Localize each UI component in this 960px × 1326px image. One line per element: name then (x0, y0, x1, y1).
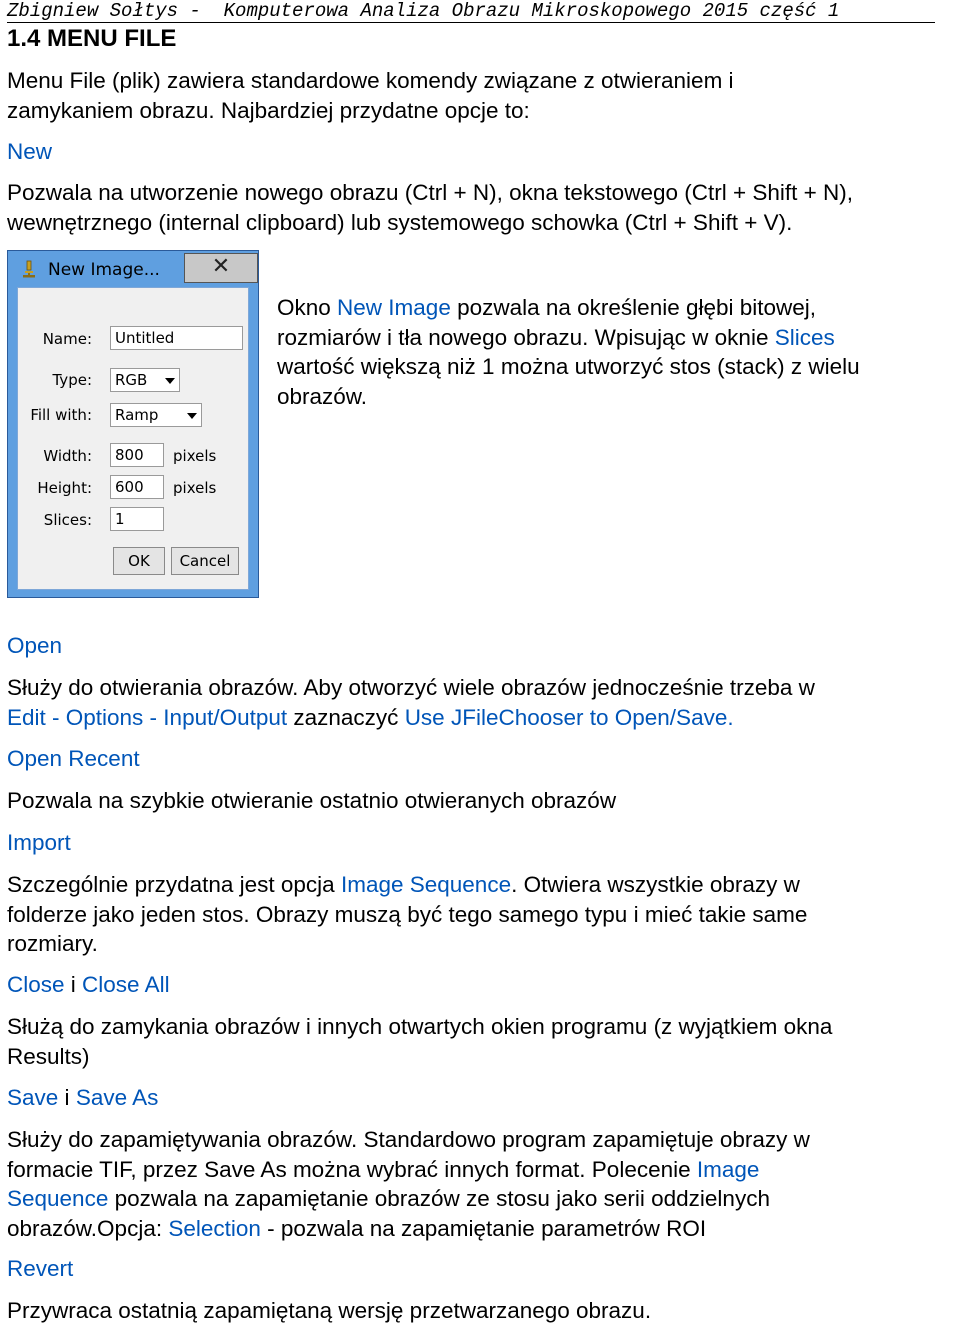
open-description: Służy do otwierania obrazów. Aby otworzyć wiele obrazów jednocześnie trzeba w Edit - Options - Input/Output zaznaczyć Use JFileChooser to Open/Save. (7, 675, 815, 730)
microscope-icon (22, 260, 36, 278)
intro-paragraph: Menu File (plik) zawiera standardowe komendy związane z otwieraniem i zamykaniem obrazu. Najbardziej przydatne opcje to: (7, 68, 734, 123)
open-recent-description: Pozwala na szybkie otwieranie ostatnio otwieranych obrazów (7, 788, 617, 813)
dialog-note: Okno New Image pozwala na określenie głębi bitowej, rozmiarów i tła nowego obrazu. Wpisując w oknie Slices wartość większą niż 1 można utworzyć stos (stack) z wielu obrazów. (277, 295, 860, 409)
width-unit: pixels (173, 447, 217, 465)
type-value: RGB (115, 371, 148, 389)
new-description: Pozwala na utworzenie nowego obrazu (Ctrl + N), okna tekstowego (Ctrl + Shift + N), wewnętrznego (internal clipboard) lub systemowego schowka (Ctrl + Shift + V). (7, 180, 854, 235)
height-unit: pixels (173, 479, 217, 497)
fill-value: Ramp (115, 406, 159, 424)
close-button[interactable]: ✕ (184, 253, 258, 283)
ok-button[interactable]: OK (113, 547, 165, 575)
open-heading: Open (7, 633, 63, 658)
name-label: Name: (42, 330, 92, 348)
cancel-button[interactable]: Cancel (171, 547, 239, 575)
type-label: Type: (52, 371, 92, 389)
name-field[interactable]: Untitled (110, 326, 243, 350)
new-heading: New (7, 139, 53, 164)
save-description: Służy do zapamiętywania obrazów. Standardowo program zapamiętuje obrazy w formacie TIF, przez Save As można wybrać innych format. Polecenie Image Sequence pozwala na zapamiętanie obrazów ze stosu jako serii oddzielnych obrazów.Opcja: Selection - pozwala na zapamiętanie parametrów ROI (7, 1127, 810, 1241)
import-description: Szczególnie przydatna jest opcja Image Sequence. Otwiera wszystkie obrazy w folderze jako jeden stos. Obrazy muszą być tego samego typu i mieć takie same rozmiary. (7, 872, 808, 956)
slices-field[interactable]: 1 (110, 507, 164, 531)
section-title: 1.4 MENU FILE (7, 25, 177, 52)
type-select[interactable] (110, 368, 180, 392)
dialog-title: New Image... (48, 260, 160, 280)
width-field[interactable]: 800 (110, 443, 164, 467)
height-field[interactable]: 600 (110, 475, 164, 499)
fill-label: Fill with: (30, 406, 92, 424)
close-description: Służą do zamykania obrazów i innych otwartych okien programu (z wyjątkiem okna Results) (7, 1014, 833, 1069)
chevron-down-icon (187, 413, 197, 419)
dialog-titlebar (8, 251, 258, 285)
slices-label: Slices: (43, 511, 92, 529)
dialog-body (17, 287, 249, 590)
page-header: Zbigniew Sołtys - Komputerowa Analiza Obrazu Mikroskopowego 2015 część 1 (7, 0, 935, 23)
width-label: Width: (43, 447, 92, 465)
import-heading: Import (7, 830, 71, 855)
close-heading: Close i Close All (7, 972, 170, 997)
new-image-dialog (7, 250, 259, 598)
fill-select[interactable] (110, 403, 202, 427)
revert-description: Przywraca ostatnią zapamiętaną wersję przetwarzanego obrazu. (7, 1298, 652, 1323)
revert-heading: Revert (7, 1256, 74, 1281)
chevron-down-icon (165, 378, 175, 384)
save-heading: Save i Save As (7, 1085, 159, 1110)
height-label: Height: (37, 479, 92, 497)
open-recent-heading: Open Recent (7, 746, 140, 771)
